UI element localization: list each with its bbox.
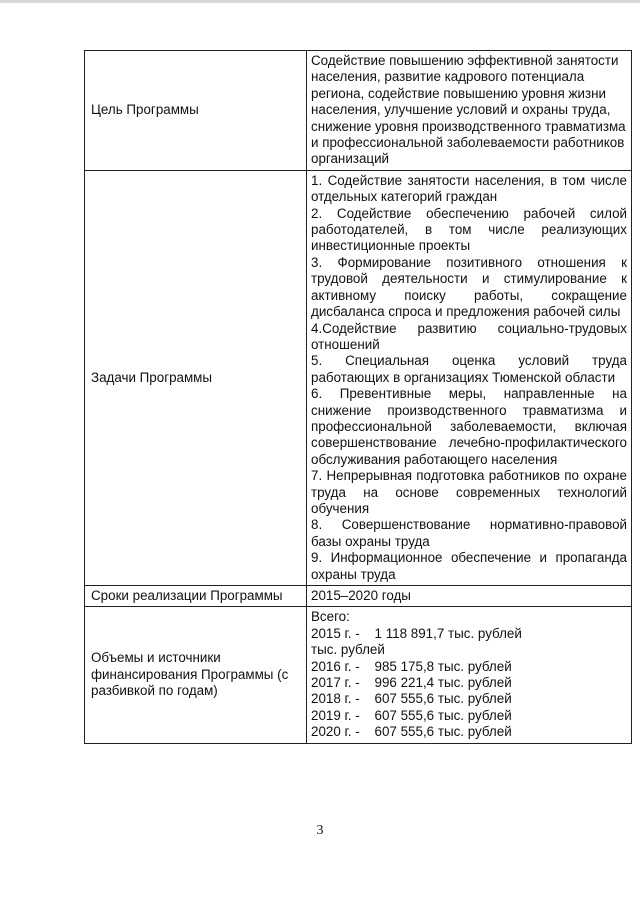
funding-line: 2016 г. - 985 175,8 тыс. рублей	[311, 658, 512, 674]
goal-text: Содействие повышению эффективной занятости населения, развитие кадрового потенциала региона, содействие повышению уровня жизни населения, улучшение условий и охраны труда, снижение уровня производственного травматизма и профессиональной заболеваемости работников организаций	[307, 51, 632, 171]
scan-edge	[0, 0, 640, 3]
goal-row	[85, 51, 632, 171]
tasks-list	[307, 170, 632, 585]
funding-line: 2019 г. - 607 555,6 тыс. рублей	[311, 707, 512, 723]
task-item: 7. Непрерывная подготовка работников по охране труда на основе современных технологий обучения	[311, 468, 627, 516]
funding-line: 2017 г. - 996 221,4 тыс. рублей	[311, 675, 512, 691]
task-item: 6. Превентивные меры, направленные на снижение производственного травматизма и профессиональной заболеваемости, включая совершенствование лечебно-профилактического обслуживания работающего населения	[311, 386, 627, 467]
task-item: 5. Специальная оценка условий труда работающих в организациях Тюменской области	[311, 353, 627, 385]
period-label: Сроки реализации Программы	[85, 586, 307, 607]
funding-total-label: Всего:	[311, 609, 350, 625]
funding-line: 2020 г. - 607 555,6 тыс. рублей	[311, 724, 512, 740]
page-number: 3	[316, 823, 324, 838]
task-item: 4.Содействие развитию социально-трудовых отношений	[311, 320, 627, 352]
task-item: 1. Содействие занятости населения, в том числе отдельных категорий граждан	[311, 172, 627, 205]
funding-row	[85, 607, 632, 743]
goal-label: Цель Программы	[85, 51, 307, 171]
funding-line: тыс. рублей	[311, 642, 385, 658]
funding-label: Объемы и источники финансирования Программы (с разбивкой по годам)	[85, 607, 307, 743]
task-item: 3. Формирование позитивного отношения к трудовой деятельности и стимулирование к активному поиску работы, сокращение дисбаланса спроса и предложения рабочей силы	[311, 254, 627, 320]
task-item: 2. Содействие обеспечению рабочей силой работодателей, в том числе реализующих инвестиционные проекты	[311, 205, 627, 254]
tasks-row	[85, 170, 632, 585]
period-row	[85, 586, 632, 607]
period-value: 2015–2020 годы	[307, 586, 632, 607]
program-passport-table	[84, 50, 632, 744]
tasks-label: Задачи Программы	[85, 170, 307, 585]
funding-values	[307, 607, 632, 743]
funding-line: 2018 г. - 607 555,6 тыс. рублей	[311, 691, 512, 707]
funding-line: 2015 г. - 1 118 891,7 тыс. рублей	[311, 625, 522, 641]
task-item: 9. Информационное обеспечение и пропаганда охраны труда	[311, 550, 627, 582]
task-item: 8. Совершенствование нормативно-правовой базы охраны труда	[311, 517, 627, 549]
